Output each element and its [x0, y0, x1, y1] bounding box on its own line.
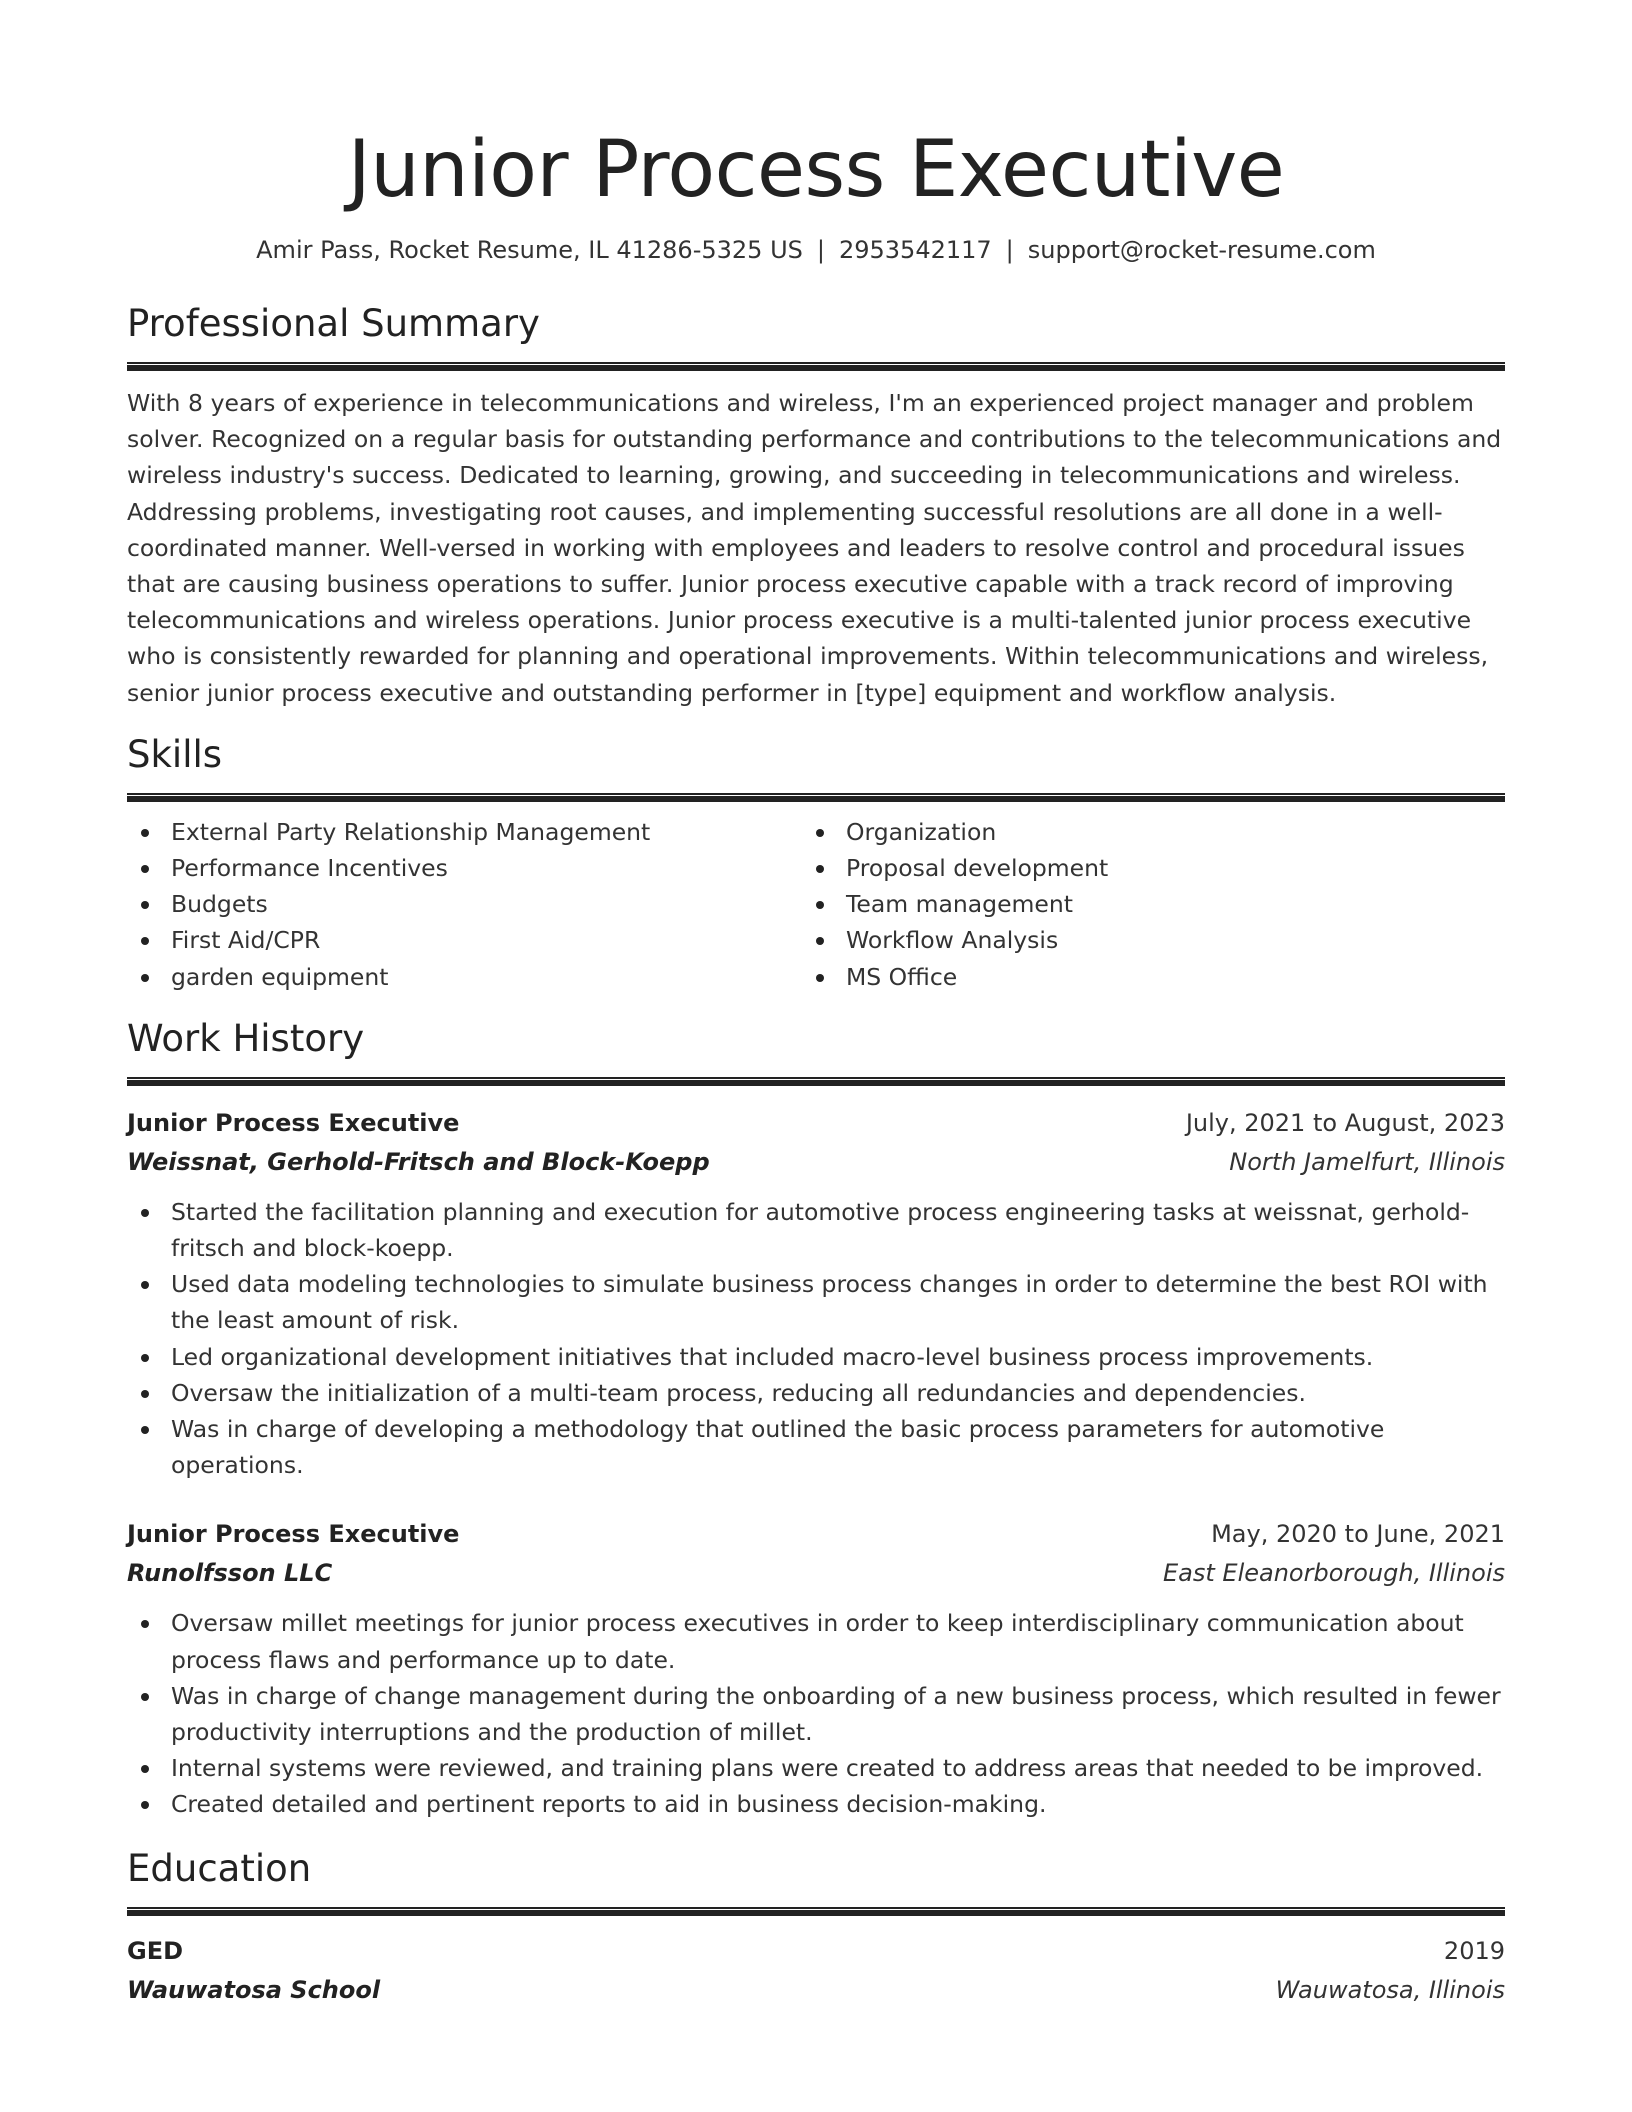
job-duty: Internal systems were reviewed, and training plans were created to address areas that needed to be improved. — [127, 1750, 1505, 1786]
job-duty: Oversaw millet meetings for junior process executives in order to keep interdisciplinary communication about process flaws and performance up to date. — [127, 1605, 1505, 1677]
job-header — [127, 1515, 1505, 1553]
contact-phone: 2953542117 — [838, 236, 992, 264]
section-divider — [127, 362, 1505, 371]
job-subheader — [127, 1142, 1505, 1182]
skills-columns — [127, 814, 1505, 995]
job-title: Junior Process Executive — [127, 1520, 460, 1549]
job-duties — [127, 1605, 1505, 1822]
job-dates: May, 2020 to June, 2021 — [1211, 1520, 1505, 1549]
section-title: Work History — [127, 1016, 365, 1060]
job-entry — [127, 1104, 1505, 1484]
summary-text: With 8 years of experience in telecommunications and wireless, I'm an experienced project manager and problem solver. Recognized on a regular basis for outstanding performance and contributions to the telecommunications and wireless industry's success. Dedicated to learning, growing, and succeeding in telecommunications and wireless. Addressing problems, investigating root causes, and implementing successful resolutions are all done in a well-coordinated manner. Well-versed in working with employees and leaders to resolve control and procedural issues that are causing business operations to suffer. Junior process executive capable with a track record of improving telecommunications and wireless operations. Junior process executive is a multi-talented junior process executive who is consistently rewarded for planning and operational improvements. Within telecommunications and wireless, senior junior process executive and outstanding performer in [type] equipment and workflow analysis. — [127, 389, 1502, 707]
education-subheader — [127, 1970, 1505, 2010]
job-duty: Oversaw the initialization of a multi-team process, reducing all redundancies and dependencies. — [127, 1375, 1505, 1411]
section-title: Professional Summary — [127, 302, 540, 345]
education-year: 2019 — [1443, 1936, 1505, 1965]
job-subheader — [127, 1553, 1505, 1593]
skill-item: Team management — [802, 886, 1477, 922]
education-degree: GED — [127, 1936, 184, 1965]
education-header — [127, 1932, 1505, 1970]
job-entry — [127, 1515, 1505, 1822]
contact-email: support@rocket-resume.com — [1027, 236, 1376, 264]
education-school: Wauwatosa School — [127, 1975, 381, 2004]
skill-item: garden equipment — [127, 959, 802, 995]
job-duty: Started the facilitation planning and execution for automotive process engineering tasks at weissnat, gerhold-fritsch and block-koepp. — [127, 1194, 1505, 1266]
section-title: Skills — [127, 732, 223, 776]
skills-list-right — [802, 814, 1477, 995]
job-header — [127, 1104, 1505, 1142]
job-dates: July, 2021 to August, 2023 — [1185, 1108, 1505, 1137]
job-duty: Was in charge of developing a methodology that outlined the basic process parameters for automotive operations. — [127, 1411, 1505, 1483]
job-company: Runolfsson LLC — [127, 1559, 333, 1588]
resume-name: Junior Process Executive — [347, 125, 1285, 215]
contact-address: Amir Pass, Rocket Resume, IL 41286-5325 US — [256, 236, 803, 264]
skills-list-left — [127, 814, 802, 995]
education-location: Wauwatosa, Illinois — [1275, 1975, 1505, 2004]
skill-item: Organization — [802, 814, 1477, 850]
section-divider — [127, 1077, 1505, 1086]
skill-item: External Party Relationship Management — [127, 814, 802, 850]
contact-separator: | — [816, 236, 825, 264]
section-divider — [127, 1907, 1505, 1916]
section-title: Education — [127, 1846, 312, 1890]
section-divider — [127, 793, 1505, 802]
job-location: North Jamelfurt, Illinois — [1229, 1147, 1505, 1176]
job-location: East Eleanorborough, Illinois — [1162, 1559, 1505, 1588]
skill-item: First Aid/CPR — [127, 922, 802, 958]
work-history-section — [127, 1015, 1505, 1823]
job-duty: Created detailed and pertinent reports to aid in business decision-making. — [127, 1786, 1505, 1822]
contact-separator: | — [1005, 236, 1014, 264]
job-title: Junior Process Executive — [127, 1108, 460, 1137]
job-company: Weissnat, Gerhold-Fritsch and Block-Koepp — [127, 1147, 710, 1176]
job-duty: Led organizational development initiatives that included macro-level business process improvements. — [127, 1339, 1505, 1375]
skill-item: Budgets — [127, 886, 802, 922]
skills-section — [127, 731, 1505, 995]
summary-section — [127, 300, 1505, 711]
skill-item: Workflow Analysis — [802, 922, 1477, 958]
skill-item: Performance Incentives — [127, 850, 802, 886]
contact-line — [127, 234, 1505, 266]
education-section — [127, 1845, 1505, 2010]
job-duty: Was in charge of change management during the onboarding of a new business process, which resulted in fewer productivity interruptions and the production of millet. — [127, 1678, 1505, 1750]
education-entry — [127, 1932, 1505, 2010]
job-duty: Used data modeling technologies to simulate business process changes in order to determine the best ROI with the least amount of risk. — [127, 1266, 1505, 1338]
skill-item: MS Office — [802, 959, 1477, 995]
job-duties — [127, 1194, 1505, 1484]
skill-item: Proposal development — [802, 850, 1477, 886]
